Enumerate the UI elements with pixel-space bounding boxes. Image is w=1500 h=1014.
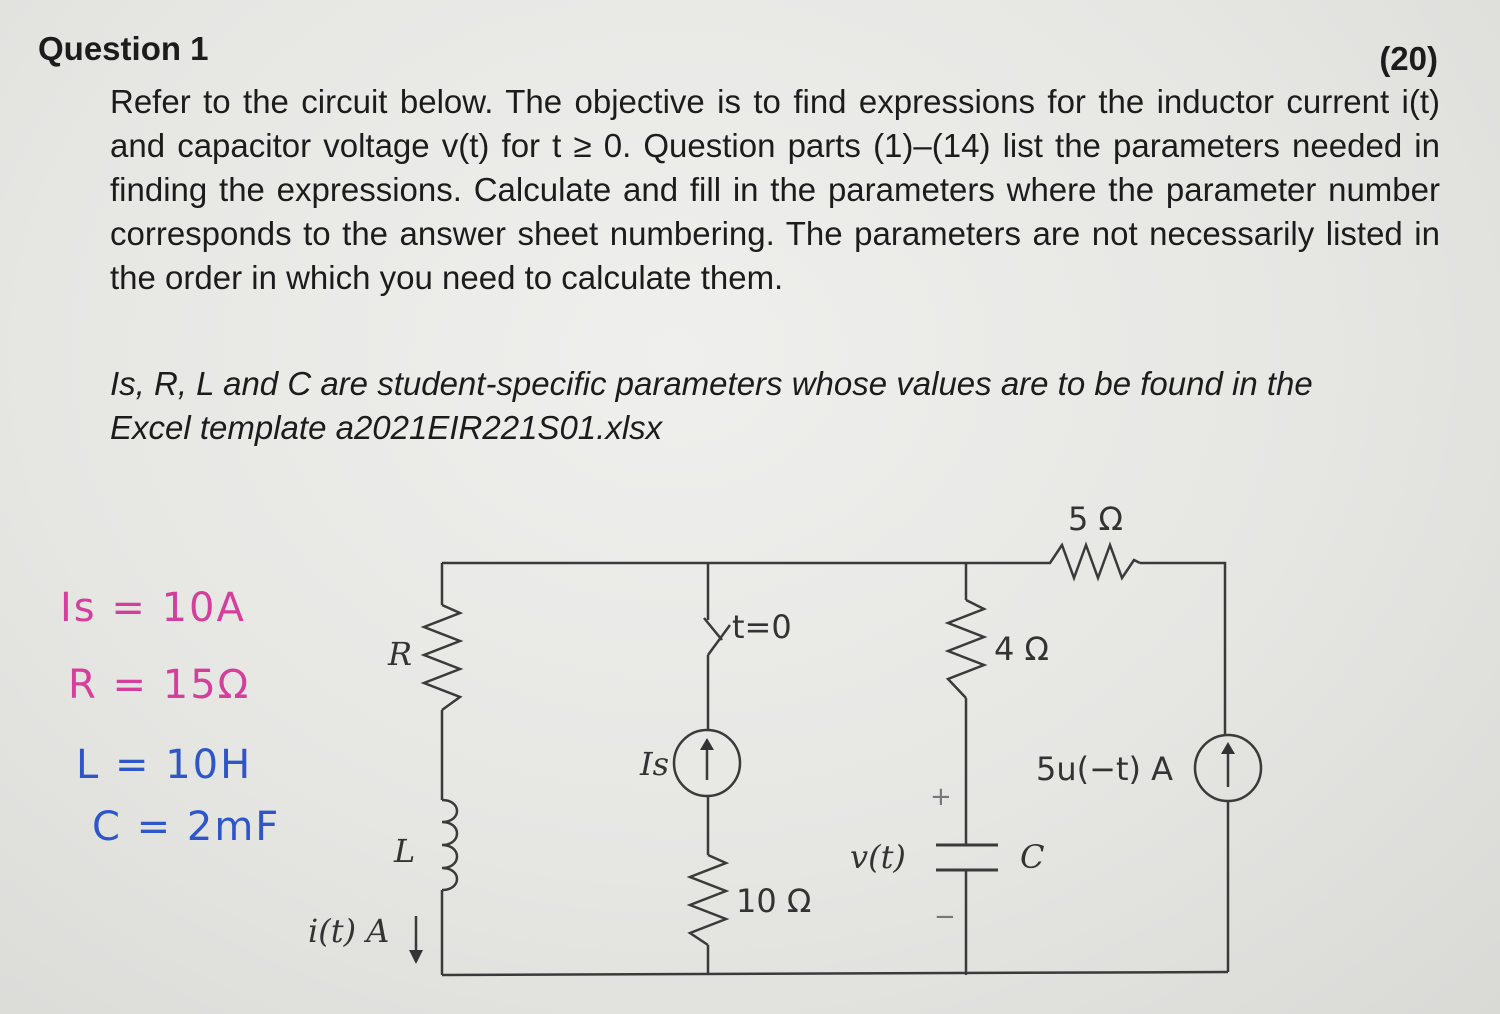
resistor-4 [948,600,984,698]
handwritten-r: R = 15Ω [68,662,251,708]
label-l: L [394,832,416,870]
handwritten-is: Is = 10A [60,585,246,631]
resistor-r [424,605,460,710]
label-c: C [1020,838,1045,876]
question-paragraph: Refer to the circuit below. The objective is to find expressions for the inductor current i(t) and capacitor voltage v(t) for t ≥ 0. Question parts (1)–(14) list the parameters needed in finding the expressions. Calculate and fill in the parameters where the parameter number corresponds to the answer sheet numbering. The parameters are not necessarily listed in the order in which you need to calculate them. [110,83,1440,296]
handwritten-c: C = 2mF [92,804,281,850]
question-marks: (20) [1379,40,1438,77]
label-current: i(t) A [308,912,390,950]
label-10-ohm: 10 Ω [736,882,812,920]
wire-top-right [1140,563,1225,735]
label-plus: + [930,782,952,812]
current-arrow-head [409,950,423,964]
wire-bottom [442,972,1228,975]
label-minus: − [934,902,956,932]
current-source-is-arrow-head [700,738,714,750]
parameter-note-line2: Excel template a2021EIR221S01.xlsx [110,409,663,446]
parameter-note-line1: Is, R, L and C are student-specific parameters whose values are to be found in the [110,365,1313,402]
inductor-l [442,800,457,890]
label-is: Is [640,745,670,783]
question-heading: Question 1 [38,30,209,67]
label-source-5u: 5u(−t) A [1036,750,1174,788]
label-4-ohm: 4 Ω [994,630,1049,668]
resistor-10 [690,855,726,945]
current-source-5u-arrow-head [1221,742,1235,754]
label-switch: t=0 [732,608,792,646]
switch [704,618,730,655]
capacitor [936,845,998,870]
resistor-5 [966,545,1140,578]
label-5-ohm: 5 Ω [1068,500,1123,538]
handwritten-l: L = 10H [76,742,253,788]
label-voltage: v(t) [850,838,906,876]
label-r: R [388,635,413,673]
